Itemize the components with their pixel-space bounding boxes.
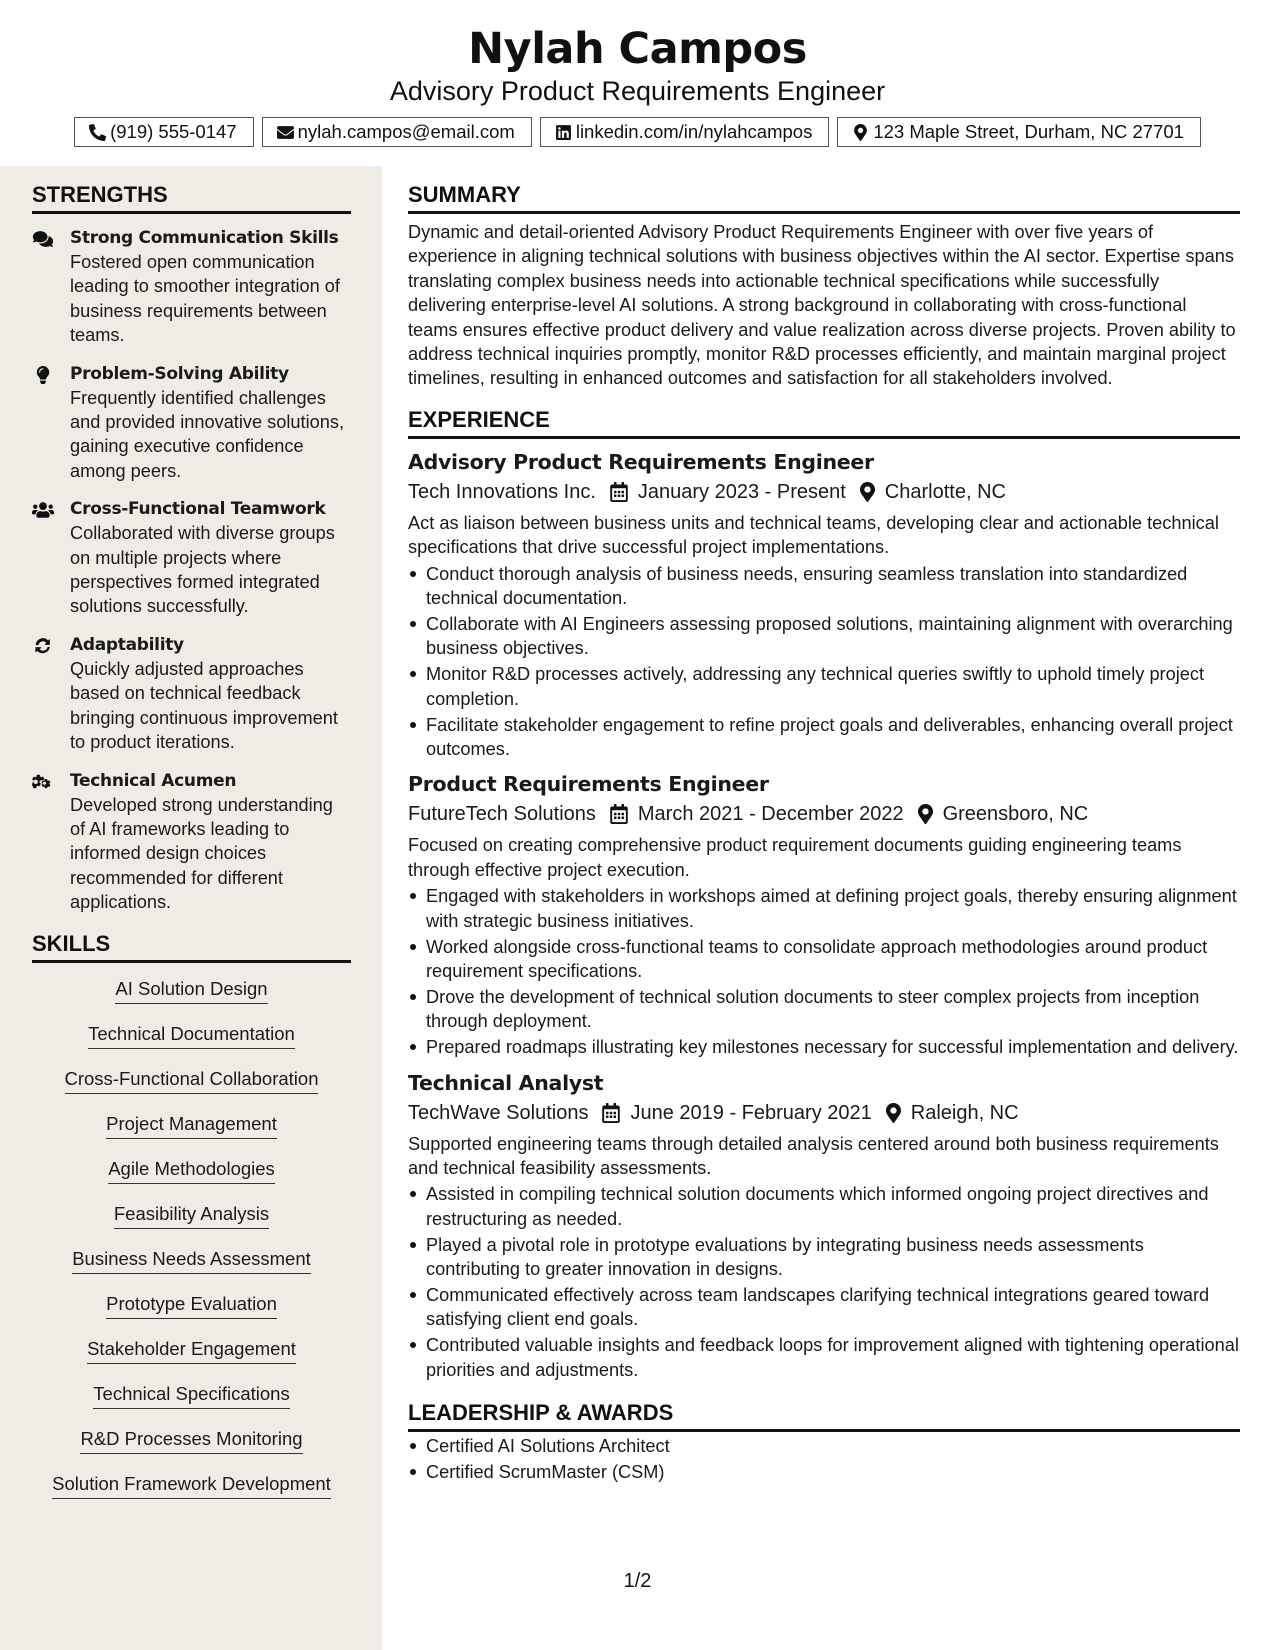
bullet-item: Monitor R&D processes actively, addressing any technical queries swiftly to uphold timely project completion.: [408, 662, 1240, 711]
job-entry: [408, 447, 1240, 762]
job-description: Focused on creating comprehensive product requirement documents guiding engineering teams through effective project execution.: [408, 835, 1182, 880]
job-company: TechWave Solutions: [408, 1101, 589, 1124]
contact-linkedin[interactable]: [540, 117, 830, 147]
contact-email[interactable]: [262, 117, 532, 147]
address-text: 123 Maple Street, Durham, NC 27701: [873, 121, 1184, 142]
linkedin-text: linkedin.com/in/nylahcampos: [575, 121, 813, 142]
bullet-item: Facilitate stakeholder engagement to refine project goals and deliverables, enhancing overall project outcomes.: [408, 713, 1240, 762]
job-location: Charlotte, NC: [884, 480, 1006, 503]
candidate-title: Advisory Product Requirements Engineer: [389, 76, 886, 106]
bullet-item: Worked alongside cross-functional teams to consolidate approach methodologies around product requirement specifications.: [408, 935, 1240, 984]
envelope-icon: [277, 124, 294, 141]
sync-icon: [32, 637, 54, 655]
map-marker-icon: [860, 482, 875, 502]
email-text: nylah.campos@email.com: [297, 121, 515, 142]
job-entry: [408, 769, 1240, 1059]
job-dates: March 2021 - December 2022: [637, 803, 904, 826]
users-icon: [32, 501, 54, 519]
resume-header: [0, 0, 1275, 147]
award-item: Certified AI Solutions Architect: [408, 1434, 1240, 1458]
strength-item: [32, 633, 351, 755]
strength-item: [32, 769, 351, 915]
skills-list: [32, 977, 351, 1517]
strength-title: Cross-Functional Teamwork: [70, 499, 326, 520]
experience-heading: EXPERIENCE: [408, 405, 1240, 439]
right-column: [408, 180, 1240, 1486]
strengths-list: [32, 226, 351, 915]
job-title: Technical Analyst: [408, 1070, 604, 1095]
strength-title: Problem-Solving Ability: [70, 363, 289, 384]
contact-phone[interactable]: [74, 117, 254, 147]
skill-item: Prototype Evaluation: [106, 1292, 277, 1319]
job-title: Product Requirements Engineer: [408, 772, 769, 797]
summary-text: Dynamic and detail-oriented Advisory Product Requirements Engineer with over five years of experience in aligning technical solutions with business objectives within the AI sector. Expertise spans translating complex business needs into actionable technical specifications while successfully delivering enterprise-level AI solutions. A strong background in collaborating with cross-functional teams ensures effective product delivery and value realization across diverse projects. Proven ability to address technical inquiries promptly, monitor R&D processes efficiently, and maintain marginal project timelines, resulting in enhanced outcomes and satisfaction for all stakeholders involved.: [408, 222, 1236, 389]
strength-title: Adaptability: [70, 634, 184, 655]
job-dates: June 2019 - February 2021: [630, 1101, 872, 1124]
skills-heading: SKILLS: [32, 929, 351, 963]
strength-item: [32, 497, 351, 619]
calendar-icon: [610, 804, 628, 824]
strength-title: Technical Acumen: [70, 770, 237, 791]
awards-list: [408, 1434, 1240, 1484]
bullet-item: Collaborate with AI Engineers assessing proposed solutions, maintaining alignment with overarching business objectives.: [408, 612, 1240, 661]
skill-item: AI Solution Design: [115, 977, 267, 1004]
strengths-heading: STRENGTHS: [32, 180, 351, 214]
bullet-item: Prepared roadmaps illustrating key milestones necessary for successful implementation and delivery.: [408, 1035, 1240, 1059]
skill-item: Agile Methodologies: [108, 1157, 275, 1184]
job-location: Raleigh, NC: [910, 1101, 1019, 1124]
skill-item: Business Needs Assessment: [72, 1247, 311, 1274]
awards-heading: LEADERSHIP & AWARDS: [408, 1398, 1240, 1432]
bullet-item: Played a pivotal role in prototype evaluations by integrating business needs assessments contributing to greater innovation in designs.: [408, 1233, 1240, 1282]
phone-icon: [89, 124, 106, 141]
bullet-item: Conduct thorough analysis of business needs, ensuring seamless translation into standardized technical documentation.: [408, 562, 1240, 611]
strength-item: [32, 362, 351, 484]
calendar-icon: [602, 1103, 620, 1123]
job-bullets: [408, 1182, 1240, 1382]
contact-bar: [0, 117, 1275, 147]
skill-item: Project Management: [106, 1112, 277, 1139]
job-description: Act as liaison between business units and technical teams, developing clear and actionable technical specifications that drive successful project implementations.: [408, 512, 1219, 558]
map-marker-icon: [918, 804, 933, 824]
skill-item: R&D Processes Monitoring: [80, 1427, 302, 1454]
skill-item: Stakeholder Engagement: [87, 1337, 296, 1364]
skill-item: Technical Specifications: [93, 1382, 289, 1409]
job-location: Greensboro, NC: [942, 803, 1089, 826]
job-title: Advisory Product Requirements Engineer: [408, 449, 874, 474]
award-item: Certified ScrumMaster (CSM): [408, 1460, 1240, 1484]
job-company: Tech Innovations Inc.: [408, 480, 596, 503]
strength-description: Fostered open communication leading to smoother integration of business requirements between teams.: [70, 252, 340, 346]
strength-description: Quickly adjusted approaches based on technical feedback bringing continuous improvement to product iterations.: [70, 658, 338, 753]
summary-heading: SUMMARY: [408, 180, 1240, 214]
calendar-icon: [610, 482, 628, 502]
strength-item: [32, 226, 351, 348]
skill-item: Cross-Functional Collaboration: [65, 1067, 319, 1094]
job-meta: [408, 477, 1240, 507]
skill-item: Solution Framework Development: [52, 1472, 331, 1499]
linkedin-icon: [555, 124, 572, 141]
job-meta: [408, 799, 1240, 829]
candidate-name: Nylah Campos: [468, 24, 807, 74]
skill-item: Technical Documentation: [88, 1022, 295, 1049]
bullet-item: Engaged with stakeholders in workshops aimed at defining project goals, thereby ensuring alignment with strategic business initiatives.: [408, 884, 1240, 933]
job-company: FutureTech Solutions: [408, 803, 596, 826]
job-entry: [408, 1068, 1240, 1383]
bullet-item: Assisted in compiling technical solution documents which informed ongoing project directives and restructuring as needed.: [408, 1182, 1240, 1231]
page-number: 1/2: [623, 1570, 652, 1592]
left-column: [32, 180, 351, 1517]
strength-description: Frequently identified challenges and provided innovative solutions, gaining executive confidence among peers.: [70, 387, 345, 481]
skill-item: Feasibility Analysis: [114, 1202, 269, 1229]
strength-description: Collaborated with diverse groups on multiple projects where perspectives formed integrated solutions successfully.: [70, 523, 335, 617]
cogs-icon: [32, 773, 54, 791]
comments-icon: [32, 230, 54, 248]
job-bullets: [408, 562, 1240, 762]
strength-title: Strong Communication Skills: [70, 228, 339, 248]
bullet-item: Drove the development of technical solution documents to steer complex projects from inception through deployment.: [408, 985, 1240, 1034]
bullet-item: Communicated effectively across team landscapes clarifying technical integrations geared toward satisfying client end goals.: [408, 1283, 1240, 1332]
contact-address[interactable]: [837, 117, 1201, 147]
lightbulb-icon: [32, 366, 54, 384]
job-description: Supported engineering teams through detailed analysis centered around both business requirements and technical feasibility assessments.: [408, 1133, 1219, 1178]
map-marker-icon: [852, 124, 869, 141]
job-bullets: [408, 884, 1240, 1059]
job-dates: January 2023 - Present: [637, 480, 846, 503]
bullet-item: Contributed valuable insights and feedback loops for improvement aligned with tightening operational priorities and adjustments.: [408, 1333, 1240, 1382]
job-meta: [408, 1098, 1240, 1128]
phone-text: (919) 555-0147: [110, 121, 237, 142]
map-marker-icon: [886, 1103, 901, 1123]
strength-description: Developed strong understanding of AI frameworks leading to informed design choices recommended for different applications.: [70, 794, 333, 913]
